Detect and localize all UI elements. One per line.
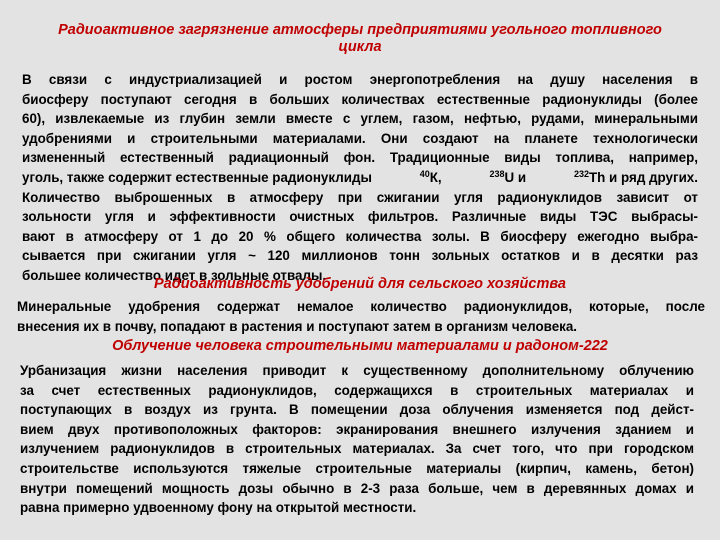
body-line: Минеральные удобрения содержат немалое количество радионуклидов, которые, после [17,299,705,314]
body-line: Количество выброшенных в атмосферу при сжигании угля радионуклидов зависит от [22,189,698,205]
body-line: вием двух противоположных факторов: экранирования внешнего излучения зданием и [20,421,694,437]
isotope-u [489,168,526,188]
body-line: биосферу поступают сегодня в больших количествах естественные радионуклиды (более [22,91,698,107]
section-1-title-line: цикла [338,39,382,55]
body-line: вают в атмосферу от 1 до 20 % общего количества золы. В биосферу ежегодно выбра- [22,228,698,244]
section-1-title-line: Радиоактивное загрязнение атмосферы предприятиями угольного топливного [58,22,662,38]
isotope-symbol: U и [504,169,527,185]
isotope-th [574,168,698,188]
section-3-body [20,361,694,518]
body-line: В связи с индустриализацией и ростом энергопотребления на душу населения в [22,72,698,87]
section-1-body [22,70,698,286]
body-line: большее количество идет в зольные отвалы. [22,267,327,283]
body-line: 60), извлекаемые из глубин земли вместе с углем, газом, нефтью, рудами, минеральными [22,111,698,127]
body-line: строительстве используются тяжелые строительные материалы (кирпич, камень, бетон) [20,460,694,476]
section-2-title [0,276,720,293]
isotope-mass: 232 [573,168,589,179]
body-line: за счет естественных радионуклидов, содержащихся в строительных материалах и [20,382,694,398]
isotope-mass: 238 [489,168,505,179]
body-line: внесения их в почву, попадают в растения и поступают затем в организм человека. [17,318,578,334]
isotope-mass: 40 [419,168,430,179]
section-2-title-text: Радиоактивность удобрений для сельского хозяйства [154,276,566,292]
section-1-title [0,22,720,56]
body-line: измененный естественный радиационный фон. Традиционные виды топлива, например, [22,150,698,166]
body-line: внутри помещений мощность дозы обычно в 2-3 раза больше, чем в деревянных домах и [20,480,694,496]
body-line: Урбанизация жизни населения приводит к существенному дополнительному облучению [20,363,694,378]
body-line-isotopes [22,168,698,188]
isotope-k [420,168,442,188]
body-line: удобрениями и строительными материалами. Они создают на планете технологически [22,130,698,146]
body-line: сывается при сжигании угля ~ 120 миллионов тонн зольных остатков и в десятки раз [22,248,698,264]
isotope-symbol: К, [429,169,442,185]
section-3-title-text: Облучение человека строительными материалами и радоном-222 [112,338,608,354]
body-line: зольности угля и эффективности очистных фильтров. Различные виды ТЭС выбрасы- [22,209,698,225]
body-line: излучением радионуклидов в строительных материалах. За счет того, что при городском [20,441,694,457]
isotope-symbol: Th и ряд других. [588,169,698,185]
section-2-body [17,297,705,336]
section-3-title [0,338,720,355]
body-line-text: уголь, также содержит естественные радионуклиды [22,169,372,185]
body-line: поступающих в воздух из грунта. В помещении доза облучения изменяется под дейст- [20,402,694,418]
body-line: равна примерно удвоенному фону на открытой местности. [20,500,417,516]
